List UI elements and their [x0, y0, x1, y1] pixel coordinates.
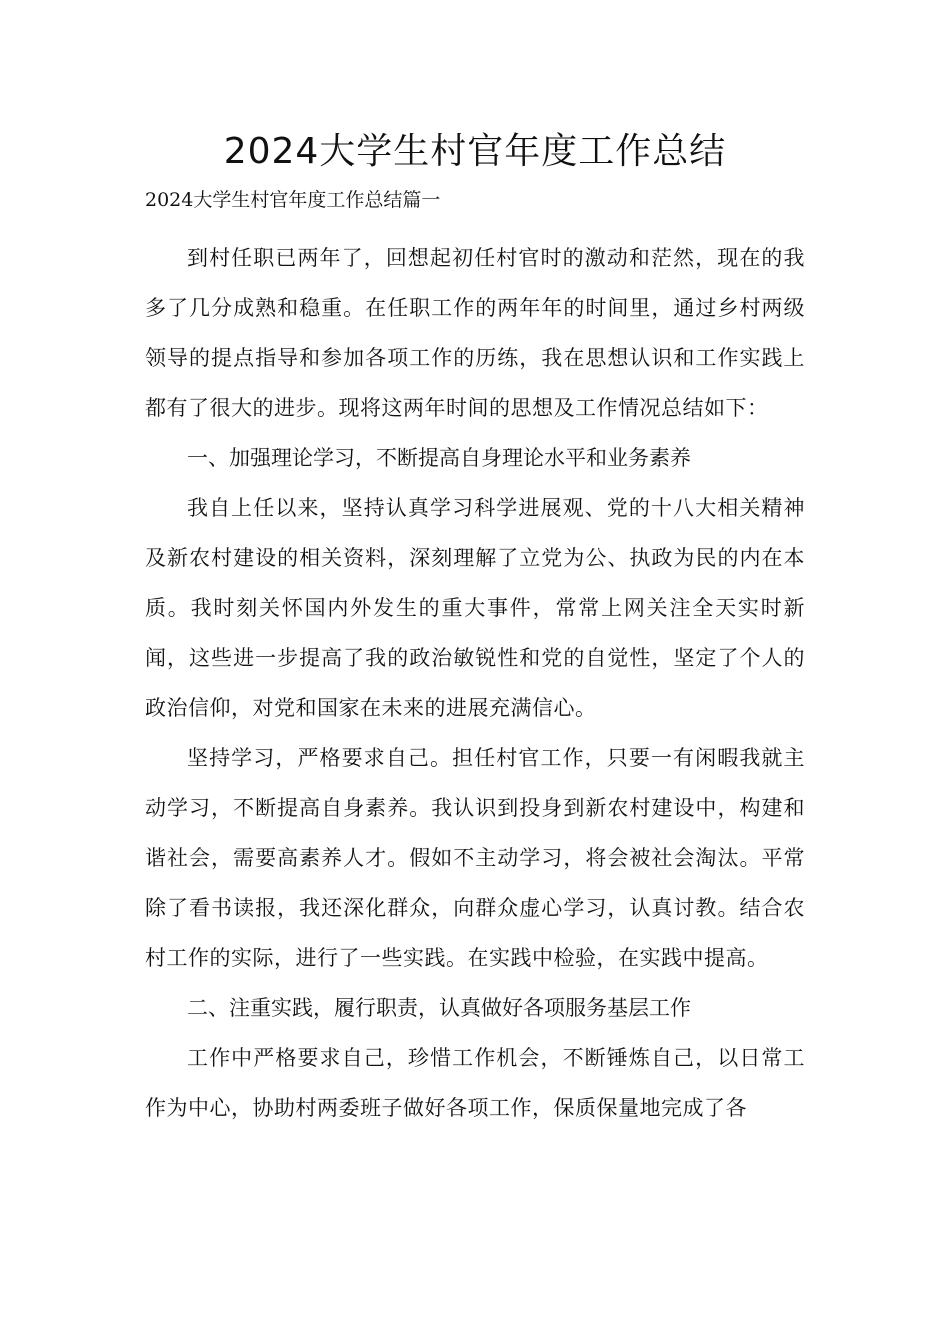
document-subtitle: 2024大学生村官年度工作总结篇一: [145, 189, 441, 211]
section-heading: 二、注重实践，履行职责，认真做好各项服务基层工作: [187, 996, 691, 1020]
section-heading: 一、加强理论学习，不断提高自身理论水平和业务素养: [187, 446, 691, 470]
paragraph: 坚持学习，严格要求自己。担任村官工作，只要一有闲暇我就主动学习，不断提高自身素养。我认识到投身到新农村建设中，构建和谐社会，需要高素养人才。假如不主动学习，将会被社会淘汰。平常除了看书读报，我还深化群众，向群众虚心学习，认真讨教。结合农村工作的实际，进行了一些实践。在实践中检验，在实践中提高。: [145, 746, 805, 970]
document-title: 2024大学生村官年度工作总结: [223, 131, 727, 172]
paragraph: 我自上任以来，坚持认真学习科学进展观、党的十八大相关精神及新农村建设的相关资料，深刻理解了立党为公、执政为民的内在本质。我时刻关怀国内外发生的重大事件，常常上网关注全天实时新闻，这些进一步提高了我的政治敏锐性和党的自觉性，坚定了个人的政治信仰，对党和国家在未来的进展充满信心。: [145, 496, 805, 720]
paragraph: 工作中严格要求自己，珍惜工作机会，不断锤炼自己，以日常工作为中心，协助村两委班子做好各项工作，保质保量地完成了各: [145, 1046, 805, 1120]
paragraph: 到村任职已两年了，回想起初任村官时的激动和茫然，现在的我多了几分成熟和稳重。在任职工作的两年年的时间里，通过乡村两级领导的提点指导和参加各项工作的历练，我在思想认识和工作实践上都有了很大的进步。现将这两年时间的思想及工作情况总结如下：: [145, 246, 805, 420]
document-body: [145, 233, 805, 1133]
